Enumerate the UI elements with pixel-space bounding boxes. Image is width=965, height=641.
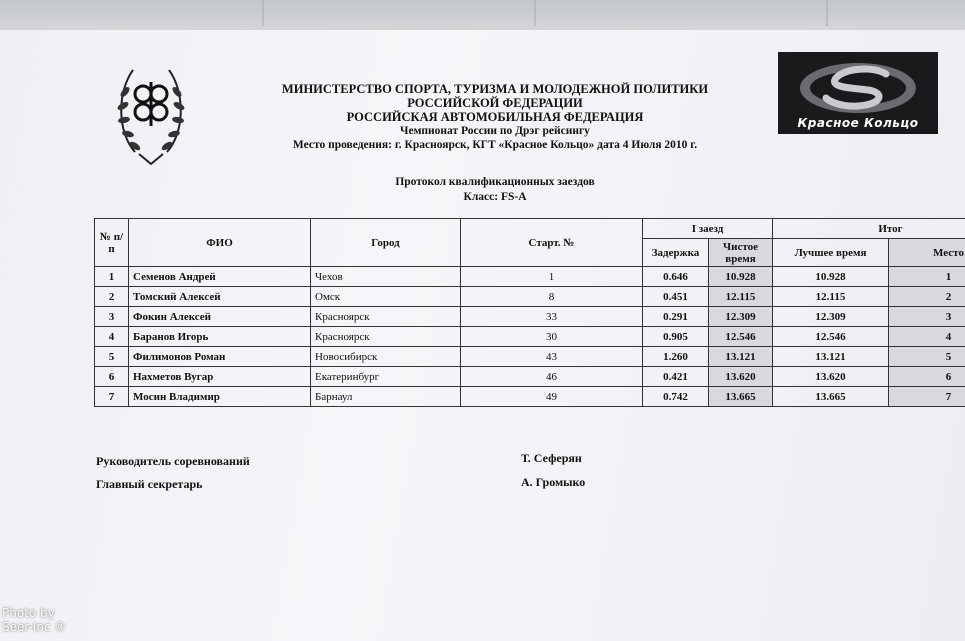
cell-city: Екатеринбург: [311, 367, 461, 387]
cell-start: 46: [461, 367, 643, 387]
secretary-name: А. Громыко: [521, 475, 586, 489]
cell-name: Мосин Владимир: [129, 387, 311, 407]
table-row: [95, 307, 965, 327]
cell-best-time: 13.121: [773, 347, 889, 367]
cell-clean-time: 13.620: [709, 367, 773, 387]
venue-line: Место проведения: г. Красноярск, КГТ «Красное Кольцо» дата 4 Июля 2010 г.: [292, 139, 698, 151]
cell-num: 4: [95, 327, 129, 347]
table-row: [95, 287, 965, 307]
watermark-line-2: Seer-Inc ©: [2, 620, 67, 634]
cell-best-time: 10.928: [773, 267, 889, 287]
cell-place: 6: [889, 367, 965, 387]
cell-place: 2: [889, 287, 965, 307]
cell-delay: 0.291: [643, 307, 709, 327]
cell-place: 3: [889, 307, 965, 327]
header-best-time: Лучшее время: [773, 239, 889, 267]
cell-clean-time: 12.115: [709, 287, 773, 307]
cell-name: Томский Алексей: [129, 287, 311, 307]
watermark-line-1: Photo by: [2, 606, 55, 620]
wall-tile: [264, 0, 536, 26]
header-num: № п/п: [95, 219, 129, 267]
federation-emblem-logo: [115, 52, 187, 176]
cell-num: 7: [95, 387, 129, 407]
class-label: Класс: FS-A: [463, 191, 527, 203]
cell-name: Семенов Андрей: [129, 267, 311, 287]
cell-num: 2: [95, 287, 129, 307]
cell-place: 1: [889, 267, 965, 287]
cell-best-time: 12.309: [773, 307, 889, 327]
cell-delay: 0.742: [643, 387, 709, 407]
protocol-title: Протокол квалификационных заездов: [395, 176, 595, 188]
cell-delay: 0.451: [643, 287, 709, 307]
cell-delay: 1.260: [643, 347, 709, 367]
cell-best-time: 12.546: [773, 327, 889, 347]
cell-city: Омск: [311, 287, 461, 307]
krasnoe-koltso-logo: [778, 52, 938, 134]
cell-best-time: 13.665: [773, 387, 889, 407]
header-city: Город: [311, 219, 461, 267]
cell-num: 1: [95, 267, 129, 287]
cell-delay: 0.646: [643, 267, 709, 287]
cell-name: Баранов Игорь: [129, 327, 311, 347]
header-total: Итог: [773, 219, 965, 239]
federation-title: РОССИЙСКОЙ ФЕДЕРАЦИИ: [407, 96, 583, 110]
cell-name: Филимонов Роман: [129, 347, 311, 367]
cell-num: 3: [95, 307, 129, 327]
header-name: ФИО: [129, 219, 311, 267]
cell-clean-time: 12.309: [709, 307, 773, 327]
protocol-header: [300, 175, 690, 205]
cell-city: Новосибирск: [311, 347, 461, 367]
header-run1: I заезд: [643, 219, 773, 239]
cell-start: 43: [461, 347, 643, 367]
cell-city: Чехов: [311, 267, 461, 287]
cell-place: 5: [889, 347, 965, 367]
cell-place: 4: [889, 327, 965, 347]
document-header: [250, 82, 740, 152]
director-label: Руководитель соревнований: [96, 454, 250, 468]
table-row: [95, 347, 965, 367]
cell-num: 5: [95, 347, 129, 367]
header-clean-time: Чистое время: [709, 239, 773, 267]
cell-delay: 0.421: [643, 367, 709, 387]
cell-num: 6: [95, 367, 129, 387]
cell-best-time: 12.115: [773, 287, 889, 307]
auto-federation-title: РОССИЙСКАЯ АВТОМОБИЛЬНАЯ ФЕДЕРАЦИЯ: [346, 110, 644, 124]
secretary-label: Главный секретарь: [96, 477, 203, 491]
cell-place: 7: [889, 387, 965, 407]
cell-start: 1: [461, 267, 643, 287]
director-name: Т. Сеферян: [521, 451, 582, 465]
wall-background: [0, 0, 965, 34]
cell-start: 33: [461, 307, 643, 327]
championship-title: Чемпионат России по Дрэг рейсингу: [400, 125, 590, 137]
cell-city: Красноярск: [311, 307, 461, 327]
cell-clean-time: 13.665: [709, 387, 773, 407]
table-row: [95, 267, 965, 287]
wall-tile: [536, 0, 828, 26]
photo-watermark: [2, 606, 66, 634]
cell-name: Фокин Алексей: [129, 307, 311, 327]
results-table: [94, 218, 965, 407]
cell-city: Барнаул: [311, 387, 461, 407]
table-row: [95, 387, 965, 407]
cell-best-time: 13.620: [773, 367, 889, 387]
cell-clean-time: 12.546: [709, 327, 773, 347]
cell-delay: 0.905: [643, 327, 709, 347]
cell-start: 49: [461, 387, 643, 407]
header-delay: Задержка: [643, 239, 709, 267]
cell-clean-time: 13.121: [709, 347, 773, 367]
cell-start: 8: [461, 287, 643, 307]
cell-start: 30: [461, 327, 643, 347]
ministry-title: МИНИСТЕРСТВО СПОРТА, ТУРИЗМА И МОЛОДЕЖНОЙ ПОЛИТИКИ: [281, 82, 709, 96]
table-row: [95, 367, 965, 387]
cell-clean-time: 10.928: [709, 267, 773, 287]
cell-name: Нахметов Вугар: [129, 367, 311, 387]
brand-logo-text: Красное Кольцо: [797, 116, 919, 130]
table-row: [95, 327, 965, 347]
header-place: Место: [889, 239, 965, 267]
cell-city: Красноярск: [311, 327, 461, 347]
header-start: Старт. №: [461, 219, 643, 267]
wall-tile: [0, 0, 264, 26]
